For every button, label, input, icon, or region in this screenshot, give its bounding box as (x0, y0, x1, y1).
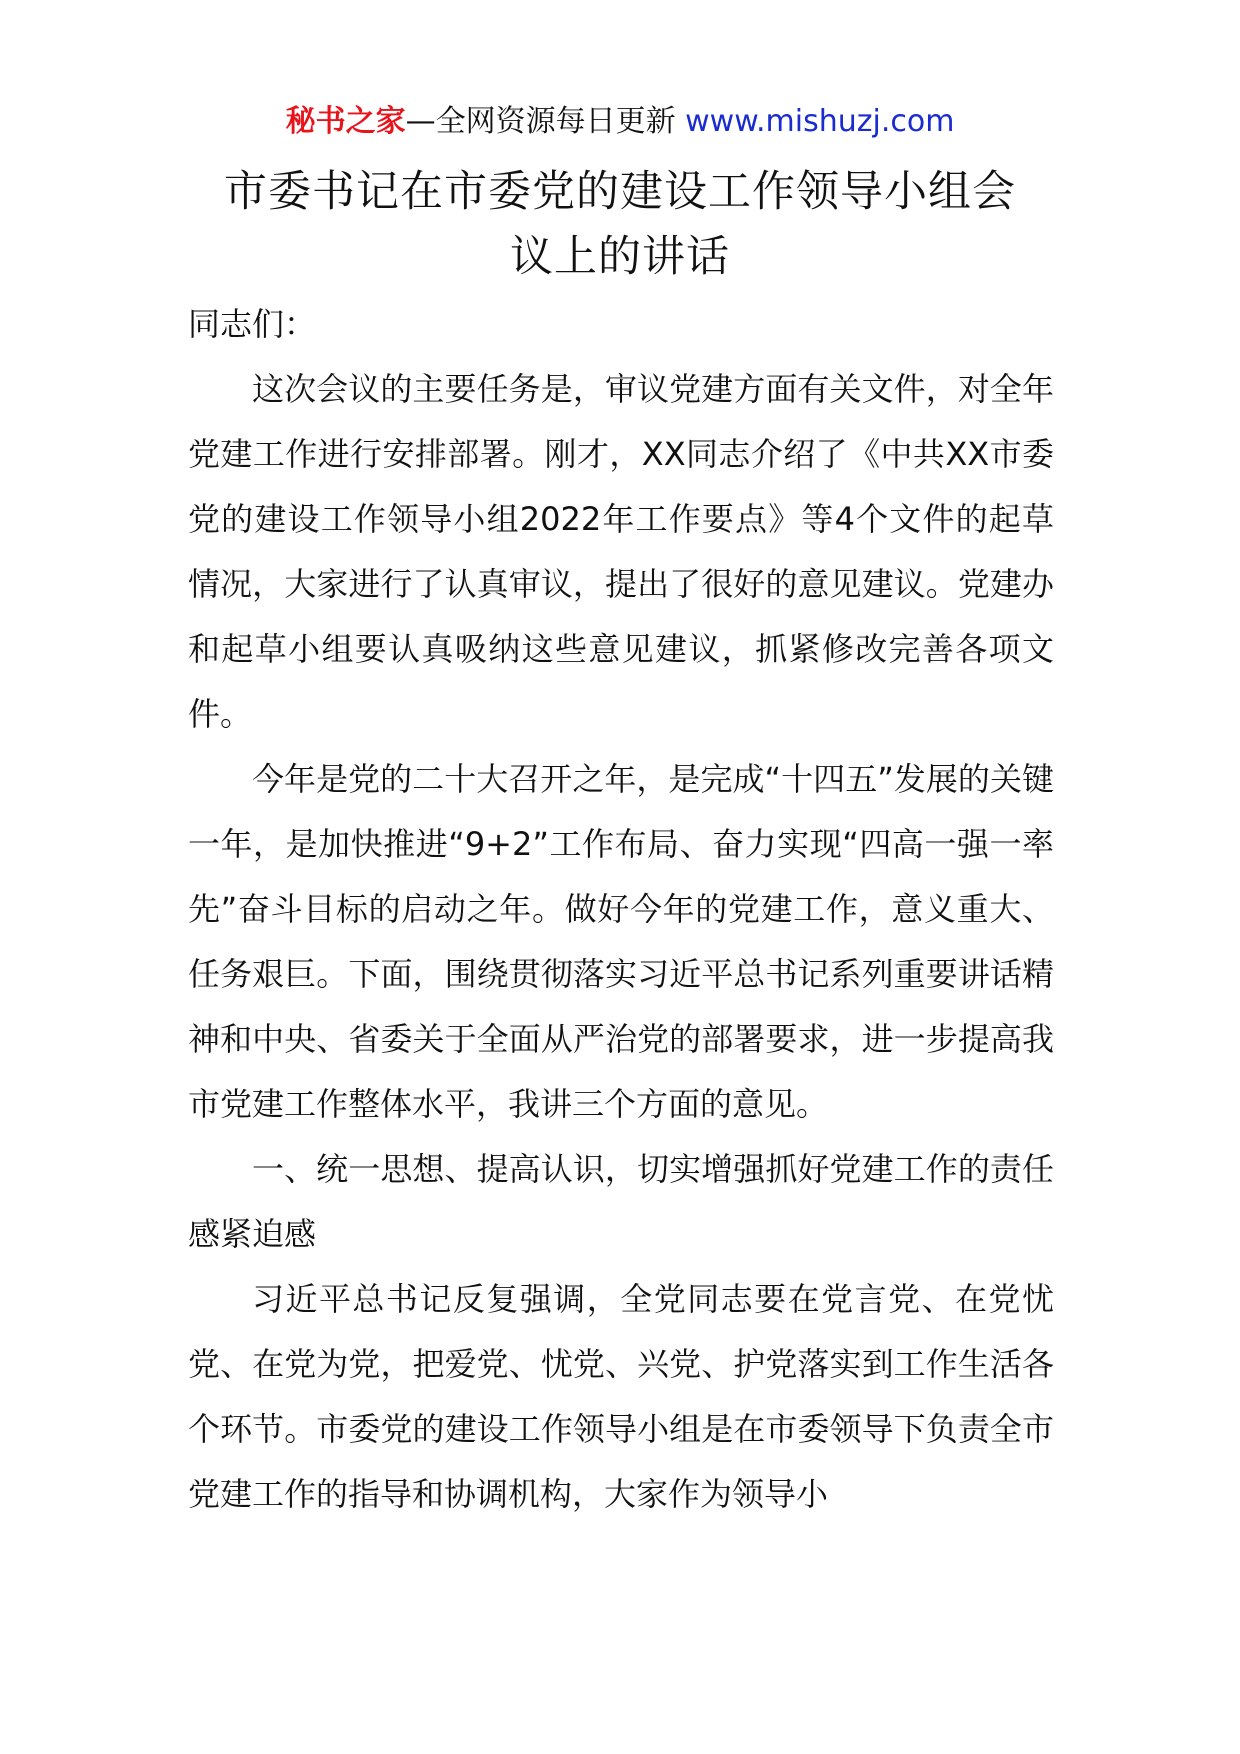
salutation: 同志们： (188, 305, 317, 343)
brand-name: 秘书之家 (285, 104, 406, 139)
paragraph-this-year: 今年是党的二十大召开之年，是完成“十四五”发展的关键一年，是加快推进“9+2”工作布局、奋力实现“四高一强一率先”奋斗目标的启动之年。做好今年的党建工作，意义重大、任务艰巨。下面，围绕贯彻落实习近平总书记系列重要讲话精神和中央、省委关于全面从严治党的部署要求，进一步提高我市党建工作整体水平，我讲三个方面的意见。 (188, 760, 1054, 1123)
site-header (0, 100, 1240, 144)
paragraph-general-secretary: 习近平总书记反复强调，全党同志要在党言党、在党忧党、在党为党，把爱党、忧党、兴党、护党落实到工作生活各个环节。市委党的建设工作领导小组是在市委领导下负责全市党建工作的指导和协调机构，大家作为领导小 (188, 1280, 1054, 1513)
document-body (188, 292, 1054, 1527)
section-heading-one: 一、统一思想、提高认识，切实增强抓好党建工作的责任感紧迫感 (188, 1150, 1054, 1253)
document-title-line-2: 议上的讲话 (510, 232, 730, 282)
header-tagline: —全网资源每日更新 (405, 104, 676, 139)
paragraph-meeting-tasks: 这次会议的主要任务是，审议党建方面有关文件，对全年党建工作进行安排部署。刚才，XX同志介绍了《中共XX市委党的建设工作领导小组2022年工作要点》等4个文件的起草情况，大家进行了认真审议，提出了很好的意见建议。党建办和起草小组要认真吸纳这些意见建议，抓紧修改完善各项文件。 (188, 370, 1054, 733)
site-url-link[interactable]: www.mishuzj.com (685, 104, 955, 139)
document-title-line-1: 市委书记在市委党的建设工作领导小组会 (224, 167, 1016, 217)
document-title (150, 160, 1090, 290)
